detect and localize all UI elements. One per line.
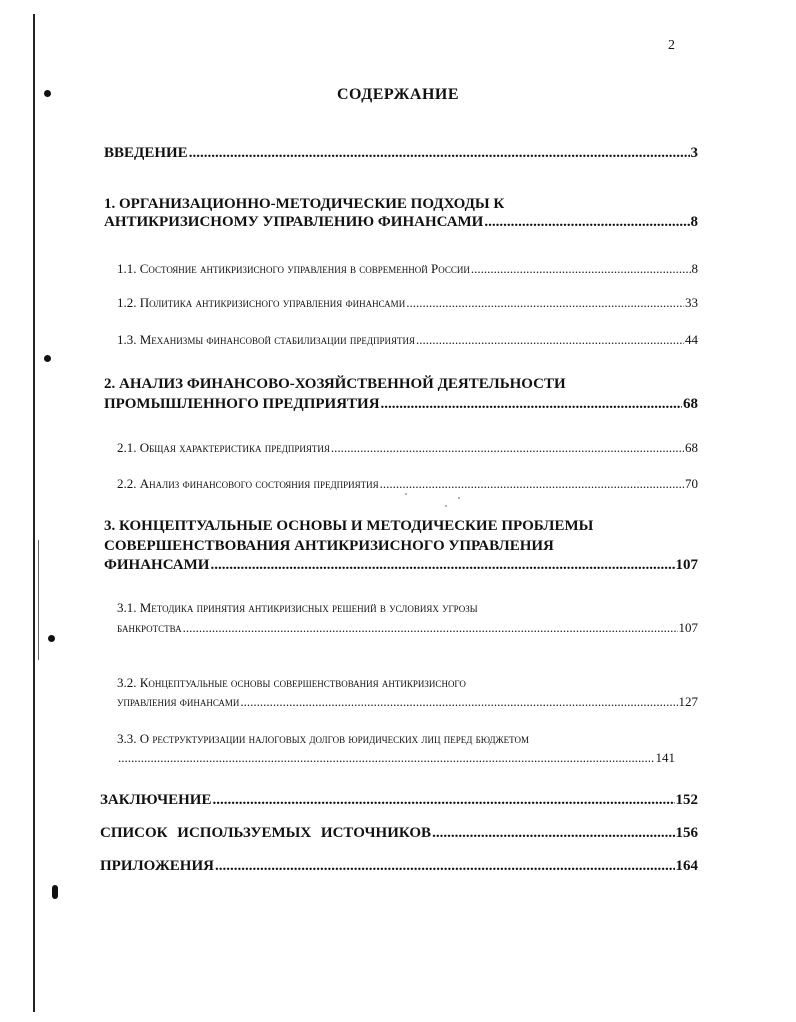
toc-entry-label: ПРИЛОЖЕНИЯ <box>100 858 214 874</box>
toc-section-3-1-title: 3.1. Методика принятия антикризисных решений в условиях угрозы <box>117 600 478 615</box>
toc-entry-label: СПИСОК ИСПОЛЬЗУЕМЫХ ИСТОЧНИКОВ <box>100 825 432 841</box>
toc-section-3-3-title: 3.3. О реструктуризации налоговых долгов юридических лиц перед бюджетом <box>117 731 529 746</box>
scan-speck <box>458 497 460 499</box>
toc-entry-section-2-1[interactable] <box>117 440 698 456</box>
dot-leader <box>210 557 674 574</box>
toc-entry-chapter-2[interactable] <box>104 396 698 413</box>
scan-edge-line-short <box>38 540 39 660</box>
toc-entry-section-2-2[interactable] <box>117 476 698 492</box>
toc-entry-section-1-3[interactable] <box>117 332 698 348</box>
toc-entry-label: 1.1. Состояние антикризисного управления в современной России <box>117 261 470 276</box>
toc-entry-section-3-2[interactable] <box>117 694 698 710</box>
toc-entry-conclusion[interactable] <box>100 792 698 809</box>
toc-page-number: 107 <box>675 557 698 573</box>
dot-leader <box>416 332 684 348</box>
scan-speck <box>405 493 407 495</box>
toc-page-number: 33 <box>685 295 698 310</box>
toc-entry-label: 1.2. Политика антикризисного управления финансами <box>117 295 406 310</box>
binder-hole-mark <box>48 635 55 642</box>
toc-entry-label: 2.1. Общая характеристика предприятия <box>117 440 330 455</box>
toc-page-number: 8 <box>691 261 698 276</box>
dot-leader <box>380 476 684 492</box>
toc-entry-label: ЗАКЛЮЧЕНИЕ <box>100 792 212 808</box>
toc-entry-chapter-3[interactable] <box>104 557 698 574</box>
toc-page-number: 156 <box>675 825 698 841</box>
toc-section-3-2-title: 3.2. Концептуальные основы совершенствования антикризисного <box>117 675 466 690</box>
toc-entry-label: банкротства <box>117 620 182 635</box>
toc-page-number: 44 <box>685 332 698 347</box>
dot-leader <box>212 792 674 809</box>
dot-leader <box>183 620 678 636</box>
toc-entry-introduction[interactable] <box>104 145 698 162</box>
toc-page-number: 141 <box>655 750 675 765</box>
toc-entry-appendix[interactable] <box>100 858 698 875</box>
binder-hole-mark <box>44 355 51 362</box>
toc-page-number: 152 <box>675 792 698 808</box>
page-number: 2 <box>668 38 675 53</box>
toc-chapter-3-title-line-1: 3. КОНЦЕПТУАЛЬНЫЕ ОСНОВЫ И МЕТОДИЧЕСКИЕ ПРОБЛЕМЫ <box>104 518 594 534</box>
toc-entry-label: ФИНАНСАМИ <box>104 557 210 573</box>
toc-entry-section-3-1[interactable] <box>117 620 698 636</box>
scan-speck <box>445 505 447 507</box>
dot-leader <box>381 396 682 413</box>
toc-chapter-1-title: 1. ОРГАНИЗАЦИОННО-МЕТОДИЧЕСКИЕ ПОДХОДЫ К <box>104 196 505 212</box>
toc-page-number: 68 <box>683 396 698 412</box>
toc-entry-sources[interactable] <box>100 825 698 842</box>
toc-page-number: 107 <box>678 620 698 635</box>
dot-leader <box>432 825 674 842</box>
dot-leader <box>189 145 690 162</box>
binder-hole-mark <box>52 885 58 899</box>
dot-leader <box>471 261 691 277</box>
dot-leader <box>118 750 655 766</box>
toc-page-number: 68 <box>685 440 698 455</box>
page-title: СОДЕРЖАНИЕ <box>336 86 460 103</box>
toc-page-number: 3 <box>690 145 698 161</box>
toc-chapter-3-title-line-2: СОВЕРШЕНСТВОВАНИЯ АНТИКРИЗИСНОГО УПРАВЛЕНИЯ <box>104 538 554 554</box>
toc-page-number: 164 <box>675 858 698 874</box>
dot-leader <box>215 858 675 875</box>
toc-entry-label: ПРОМЫШЛЕННОГО ПРЕДПРИЯТИЯ <box>104 396 380 412</box>
toc-entry-section-3-3[interactable] <box>117 750 675 766</box>
toc-page-number: 127 <box>678 694 698 709</box>
toc-entry-chapter-1[interactable] <box>104 214 698 231</box>
toc-page-number: 8 <box>690 214 698 230</box>
toc-chapter-2-title: 2. АНАЛИЗ ФИНАНСОВО-ХОЗЯЙСТВЕННОЙ ДЕЯТЕЛЬНОСТИ <box>104 376 566 392</box>
toc-entry-label: 2.2. Анализ финансового состояния предприятия <box>117 476 379 491</box>
toc-entry-label: АНТИКРИЗИСНОМУ УПРАВЛЕНИЮ ФИНАНСАМИ <box>104 214 484 230</box>
dot-leader <box>406 295 684 311</box>
scan-edge-line <box>33 14 35 1012</box>
dot-leader <box>331 440 684 456</box>
toc-entry-label: ВВЕДЕНИЕ <box>104 145 188 161</box>
toc-page-number: 70 <box>685 476 698 491</box>
toc-entry-label: управления финансами <box>117 694 240 709</box>
toc-entry-section-1-1[interactable] <box>117 261 698 277</box>
toc-entry-section-1-2[interactable] <box>117 295 698 311</box>
dot-leader <box>240 694 677 710</box>
toc-entry-label: 1.3. Механизмы финансовой стабилизации предприятия <box>117 332 416 347</box>
dot-leader <box>484 214 689 231</box>
